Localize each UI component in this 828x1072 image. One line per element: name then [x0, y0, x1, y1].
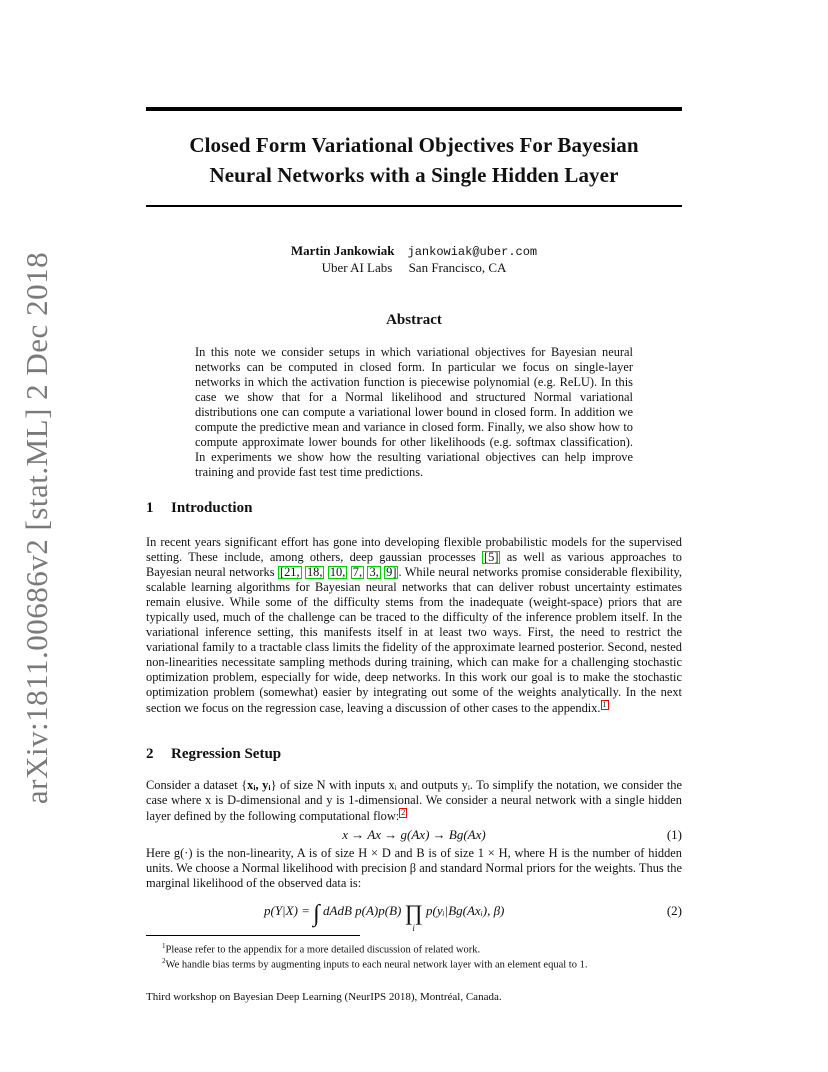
regression-text-b: } of size N with inputs xᵢ and outputs yᵢ. To simplify the notation, we consider the case where x is D-dimensional and y is 1-dimensional. We consider a neural network with a single hidden layer defined by the following computational flow: — [146, 778, 682, 824]
citation-link-21[interactable]: [21, — [279, 565, 300, 579]
citation-link-9[interactable]: 9] — [386, 565, 397, 579]
section-1-heading — [146, 500, 252, 517]
footnote-rule — [146, 935, 360, 936]
equation-2-tail: p(yᵢ|Bg(Axᵢ), β) — [425, 903, 505, 918]
venue-line: Third workshop on Bayesian Deep Learning (NeurIPS 2018), Montréal, Canada. — [146, 991, 502, 1003]
intro-text-a: In recent years significant effort has gone into developing flexible probabilistic models for the supervised setting. These include, among others, deep gaussian processes — [146, 535, 682, 564]
title-line-1: Closed Form Variational Objectives For Bayesian — [189, 133, 639, 157]
equation-2-rhs: dAdB p(A)p(B) — [323, 903, 402, 918]
regression-paragraph-2: Here g(·) is the non-linearity, A is of size H × D and B is of size 1 × H, where H is the number of hidden units. We choose a Normal likelihood with precision β and standard Normal priors for the weights. Thus the marginal likelihood of the observed data is: — [146, 846, 682, 890]
author-block — [146, 243, 682, 276]
equation-2-number: (2) — [666, 903, 682, 918]
author-location: San Francisco, CA — [408, 260, 507, 275]
section-2-number: 2 — [146, 746, 154, 762]
footnote-2 — [162, 955, 682, 972]
regression-paragraph-1 — [146, 778, 682, 824]
product-symbol: ∏ — [404, 900, 423, 925]
abstract-heading: Abstract — [386, 312, 442, 328]
intro-text-b: as well as various approaches to Bayesian neural networks — [146, 550, 683, 579]
section-2-heading — [146, 746, 281, 763]
intro-text-c: . While neural networks promise considerable flexibility, scalable learning algorithms for Bayesian neural networks that can deliver robust uncertainty estimates remain elusive. While some of the difficulty stems from the inadequate (weight-space) priors that are typically used, much of the challenge can be traced to the difficulty of the inference problem itself. In the variational inference setting, this manifests itself in at least two ways. First, the need to restrict the variational family to a tractable class limits the fidelity of the approximate learned posterior. Second, nested non-linearities necessitate sampling methods during training, which can make for a challenging stochastic optimization problem, especially for wide, deep networks. In this work our goal is to make the stochastic optimization problem (somewhat) easier by integrating out some of the weights analytically. In the next section we focus on the regression case, leaving a discussion of other cases to the appendix. — [146, 565, 682, 716]
footnote-2-mark: 2 — [162, 957, 166, 965]
arxiv-stamp: arXiv:1811.00686v2 [stat.ML] 2 Dec 2018 — [19, 251, 54, 805]
citation-link-3[interactable]: 3, — [369, 565, 379, 579]
footnote-link-1[interactable]: 1 — [602, 700, 607, 709]
section-1-number: 1 — [146, 500, 154, 516]
regression-text-a: Consider a dataset { — [146, 778, 248, 792]
equation-1-body: x → Ax → g(Ax) → Bg(Ax) — [342, 827, 486, 842]
introduction-paragraph — [146, 535, 682, 716]
author-email[interactable]: jankowiak@uber.com — [407, 245, 538, 259]
footnote-2-text: We handle bias terms by augmenting inputs to each neural network layer with an element equal to 1. — [165, 959, 588, 971]
title-bottom-rule — [146, 205, 682, 207]
paper-title — [146, 130, 682, 190]
author-name: Martin Jankowiak — [290, 243, 395, 258]
equation-1-number: (1) — [666, 827, 682, 842]
equation-2-lhs: p(Y|X) = — [264, 903, 310, 918]
author-affiliation: Uber AI Labs — [321, 260, 393, 275]
citation-link-10[interactable]: 10, — [329, 565, 346, 579]
citation-link-7[interactable]: 7, — [352, 565, 363, 579]
integral-symbol: ∫ — [313, 901, 320, 927]
abstract-text: In this note we consider setups in which variational objectives for Bayesian neural networks can be computed in closed form. In particular we focus on single-layer networks in which the activation function is piecewise polynomial (e.g. ReLU). In this case we show that for a Normal likelihood and structured Normal variational distributions one can compute a variational lower bound in closed form. In addition we compute the predictive mean and variance in closed form. Finally, we also show how to compute approximate lower bounds for other likelihoods (e.g. softmax classification). In experiments we show how the resulting variational objectives can help improve training and provide fast test time predictions. — [195, 345, 633, 479]
footnote-1-mark: 1 — [162, 942, 166, 950]
product-subscript: i — [412, 923, 415, 933]
title-line-2: Neural Networks with a Single Hidden Layer — [209, 163, 619, 187]
section-1-title: Introduction — [171, 500, 253, 516]
dataset-set: xᵢ, yᵢ — [247, 778, 271, 792]
citation-link-5[interactable]: [5] — [484, 550, 499, 564]
citation-link-18[interactable]: 18, — [306, 565, 323, 579]
footnote-link-2[interactable]: 2 — [401, 808, 406, 817]
footnote-1-text: Please refer to the appendix for a more detailed discussion of related work. — [165, 944, 481, 956]
equation-2 — [146, 895, 682, 935]
section-2-title: Regression Setup — [171, 746, 282, 762]
title-top-rule — [146, 107, 682, 111]
